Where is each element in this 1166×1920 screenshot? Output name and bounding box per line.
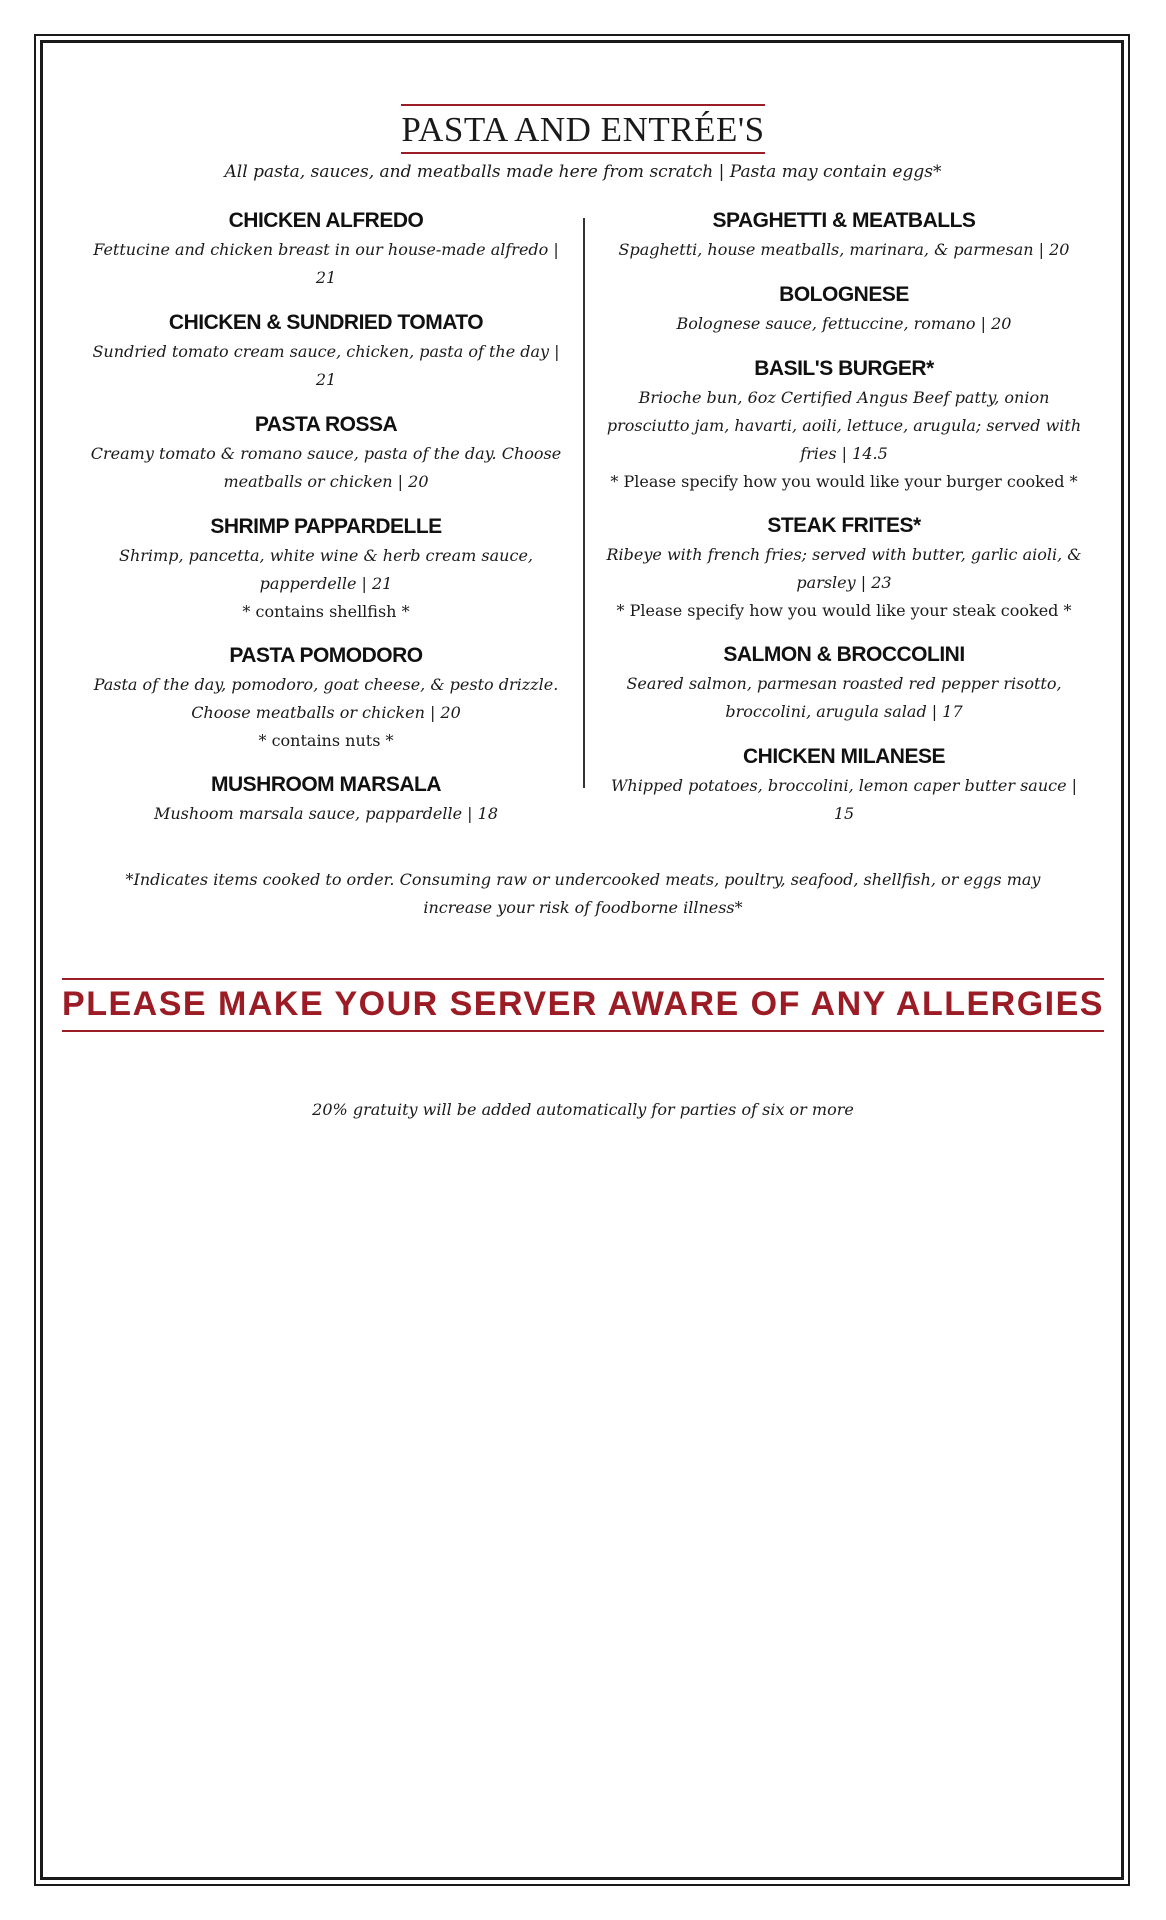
item-name: MUSHROOM MARSALA xyxy=(211,773,441,796)
food-safety-disclaimer: *Indicates items cooked to order. Consuming raw or undercooked meats, poultry, seafood, shellfish, or eggs may increase your risk of foodborne illness* xyxy=(125,870,1041,917)
item-description: Creamy tomato & romano sauce, pasta of the day. Choose meatballs or chicken | 20 xyxy=(90,444,562,491)
menu-item xyxy=(604,206,1084,264)
item-description: Shrimp, pancetta, white wine & herb cream sauce, papperdelle | 21 xyxy=(119,546,533,593)
menu-item xyxy=(86,512,566,625)
item-description: Brioche bun, 6oz Certified Angus Beef patty, onion prosciutto jam, havarti, aoili, lettuce, arugula; served with fries | 14.5 xyxy=(606,388,1082,463)
item-name: BOLOGNESE xyxy=(779,283,909,306)
item-name: BASIL'S BURGER* xyxy=(754,357,934,380)
item-name: PASTA ROSSA xyxy=(254,413,398,436)
menu-item xyxy=(86,770,566,828)
page-title: PASTA AND ENTRÉE'S xyxy=(401,104,764,154)
menu-item xyxy=(86,206,566,292)
menu-item xyxy=(604,354,1084,495)
menu-column-right xyxy=(604,206,1084,844)
item-description: Mushoom marsala sauce, pappardelle | 18 xyxy=(153,804,499,823)
item-name: CHICKEN & SUNDRIED TOMATO xyxy=(168,311,484,334)
item-name: PASTA POMODORO xyxy=(229,644,423,667)
item-description: Seared salmon, parmesan roasted red pepper risotto, broccolini, arugula salad | 17 xyxy=(626,674,1062,721)
page-subtitle: All pasta, sauces, and meatballs made here from scratch | Pasta may contain eggs* xyxy=(224,162,942,182)
item-note: * Please specify how you would like your burger cooked * xyxy=(610,472,1078,491)
item-name: STEAK FRITES* xyxy=(767,514,921,537)
menu-item xyxy=(604,280,1084,338)
item-name: SPAGHETTI & MEATBALLS xyxy=(712,209,976,232)
item-description: Sundried tomato cream sauce, chicken, pasta of the day | 21 xyxy=(92,342,560,389)
item-description: Whipped potatoes, broccolini, lemon caper butter sauce | 15 xyxy=(610,776,1078,823)
item-name: SHRIMP PAPPARDELLE xyxy=(210,515,442,538)
title-wrap xyxy=(0,104,1166,154)
menu-item xyxy=(604,742,1084,828)
item-description: Spaghetti, house meatballs, marinara, & parmesan | 20 xyxy=(618,240,1070,259)
item-description: Fettucine and chicken breast in our house-made alfredo | 21 xyxy=(93,240,559,287)
item-name: CHICKEN ALFREDO xyxy=(228,209,424,232)
allergy-wrap xyxy=(0,978,1166,1032)
menu-item xyxy=(604,640,1084,726)
item-description: Bolognese sauce, fettuccine, romano | 20 xyxy=(676,314,1012,333)
item-description: Pasta of the day, pomodoro, goat cheese, & pesto drizzle. Choose meatballs or chicken | 20 xyxy=(93,675,559,722)
item-description: Ribeye with french fries; served with butter, garlic aioli, & parsley | 23 xyxy=(606,545,1082,592)
menu-item xyxy=(86,308,566,394)
item-note: * Please specify how you would like your steak cooked * xyxy=(616,601,1072,620)
menu-item xyxy=(86,641,566,754)
item-note: * contains nuts * xyxy=(258,731,394,750)
gratuity-note: 20% gratuity will be added automatically for parties of six or more xyxy=(312,1100,854,1119)
item-name: CHICKEN MILANESE xyxy=(742,745,945,768)
allergy-notice: PLEASE MAKE YOUR SERVER AWARE OF ANY ALLERGIES xyxy=(62,978,1104,1032)
item-name: SALMON & BROCCOLINI xyxy=(723,643,965,666)
column-divider xyxy=(583,218,585,788)
item-note: * contains shellfish * xyxy=(242,602,410,621)
menu-item xyxy=(86,410,566,496)
menu-column-left xyxy=(86,206,566,844)
menu-item xyxy=(604,511,1084,624)
